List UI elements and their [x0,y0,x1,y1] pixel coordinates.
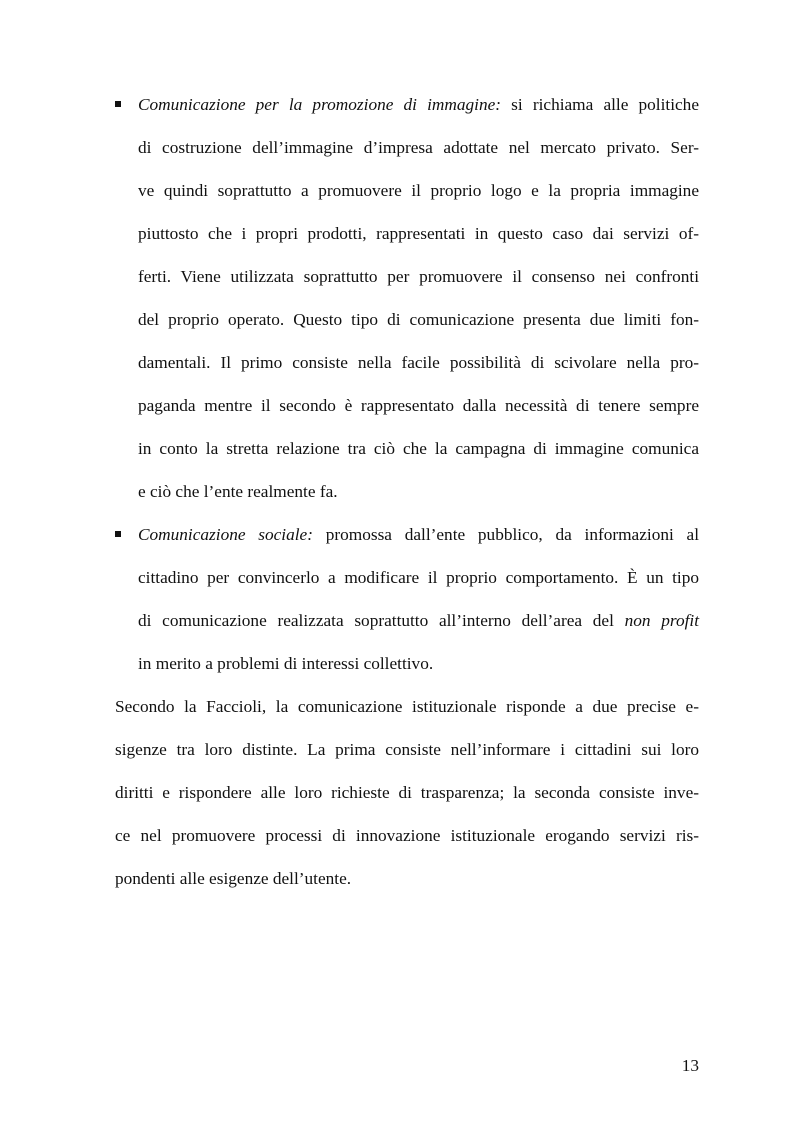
bullet-2-line-3 [138,610,699,632]
bullet-2-line-4: in merito a problemi di interessi collettivo. [138,654,434,673]
paragraph-line-5: pondenti alle esigenze dell’utente. [115,869,352,888]
bullet-2-line-1 [138,524,699,546]
bullet-1-line-8: paganda mentre il secondo è rappresentato dalla necessità di tenere sempre [138,396,699,415]
bullet-1-line-2: di costruzione dell’immagine d’impresa adottate nel mercato privato. Ser- [138,138,699,157]
bullet-1-line-6: del proprio operato. Questo tipo di comunicazione presenta due limiti fon- [138,310,699,329]
bullet-1-line-10: e ciò che l’ente realmente fa. [138,482,338,501]
bullet-2-line-2: cittadino per convincerlo a modificare il proprio comportamento. È un tipo [138,568,699,587]
paragraph-line-2: sigenze tra loro distinte. La prima consiste nell’informare i cittadini sui loro [115,740,699,759]
bullet-1-line-4: piuttosto che i propri prodotti, rappresentati in questo caso dai servizi of- [138,224,699,243]
bullet-marker [115,101,121,107]
bullet-1-line-1 [138,94,699,116]
bullet-1-lead: Comunicazione per la promozione di immagine: [138,95,502,114]
bullet-2-text: promossa dall’ente pubblico, da informazioni al [312,525,700,544]
bullet-1-line-5: ferti. Viene utilizzata soprattutto per promuovere il consenso nei confronti [138,267,699,286]
bullet-1-line-9: in conto la stretta relazione tra ciò che la campagna di immagine comunica [138,439,699,458]
paragraph-line-1: Secondo la Faccioli, la comunicazione istituzionale risponde a due precise e- [115,697,699,716]
bullet-1-line-3: ve quindi soprattutto a promuovere il proprio logo e la propria immagine [138,181,699,200]
paragraph-line-3: diritti e rispondere alle loro richieste di trasparenza; la seconda consiste inve- [115,783,699,802]
paragraph-line-4: ce nel promuovere processi di innovazione istituzionale erogando servizi ris- [115,826,699,845]
bullet-1-text: si richiama alle politiche [501,95,699,114]
bullet-1-line-7: damentali. Il primo consiste nella facile possibilità di scivolare nella pro- [138,353,699,372]
bullet-marker [115,531,121,537]
page-number: 13 [681,1056,699,1075]
bullet-2-lead: Comunicazione sociale: [138,525,313,544]
bullet-2-inline-em: non profit [624,611,700,630]
bullet-2-line-3-text: di comunicazione realizzata soprattutto all’interno dell’area del [138,611,625,630]
